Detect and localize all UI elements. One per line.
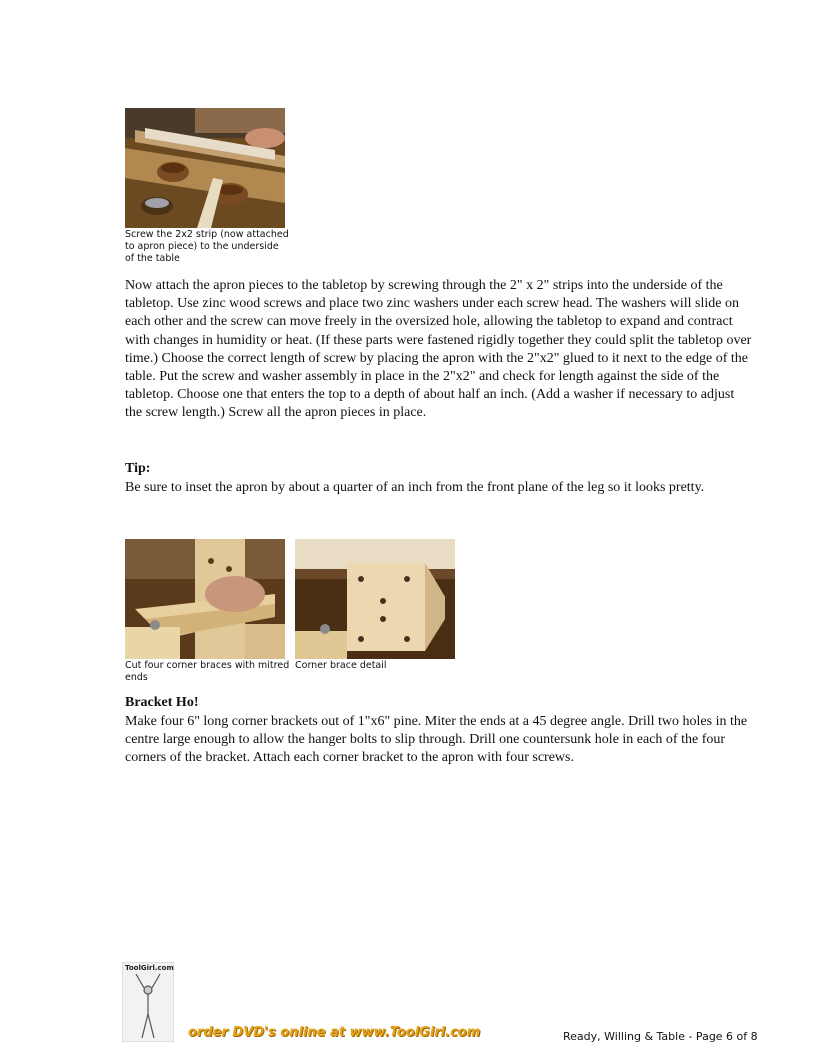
tip-heading: Tip: xyxy=(125,461,151,476)
footer-promo-link[interactable]: order DVD's online at www.ToolGirl.com xyxy=(188,1025,481,1040)
tip-text: Be sure to inset the apron by about a quarter of an inch from the front plane of the leg so it looks pretty. xyxy=(125,480,705,495)
svg-text:ToolGirl.com: ToolGirl.com xyxy=(125,964,174,972)
photo-cut-corner-braces xyxy=(125,539,285,659)
photo-screwing-strip xyxy=(125,108,285,228)
toolgirl-logo xyxy=(122,962,174,1042)
figure-caption-1: Screw the 2x2 strip (now attached to apron piece) to the underside of the table xyxy=(125,229,289,264)
photo-corner-brace-detail xyxy=(295,539,455,659)
bracket-heading: Bracket Ho! xyxy=(125,695,199,710)
figure-caption-3: Corner brace detail xyxy=(295,660,387,671)
figure-caption-2: Cut four corner braces with mitred ends xyxy=(125,660,290,683)
bracket-text: Make four 6" long corner brackets out of 1"x6" pine. Miter the ends at a 45 degree angle. Drill two holes in the centre large enough to allow the hanger bolts to slip through. Drill one countersunk hole in each of the four corners of the bracket. Attach each corner bracket to the apron with four screws. xyxy=(125,714,748,766)
page-number: Ready, Willing & Table - Page 6 of 8 xyxy=(563,1030,758,1043)
paragraph-attach-apron: Now attach the apron pieces to the tabletop by screwing through the 2" x 2" strips into the underside of the tabletop. Use zinc wood screws and place two zinc washers under each screw head. The washers will slide on each other and the screw can move freely in the oversized hole, allowing the tabletop to expand and contract with changes in humidity or heat. (If these parts were fastened rigidly together they could split the tabletop over time.) Choose the correct length of screw by placing the apron with the 2"x2" glued to it next to the edge of the table. Put the screw and washer assembly in place in the 2"x2" and check for length against the side of the tabletop. Choose one that enters the top to a depth of about half an inch. (Add a washer if necessary to adjust the screw length.) Screw all the apron pieces in place. xyxy=(125,278,752,421)
